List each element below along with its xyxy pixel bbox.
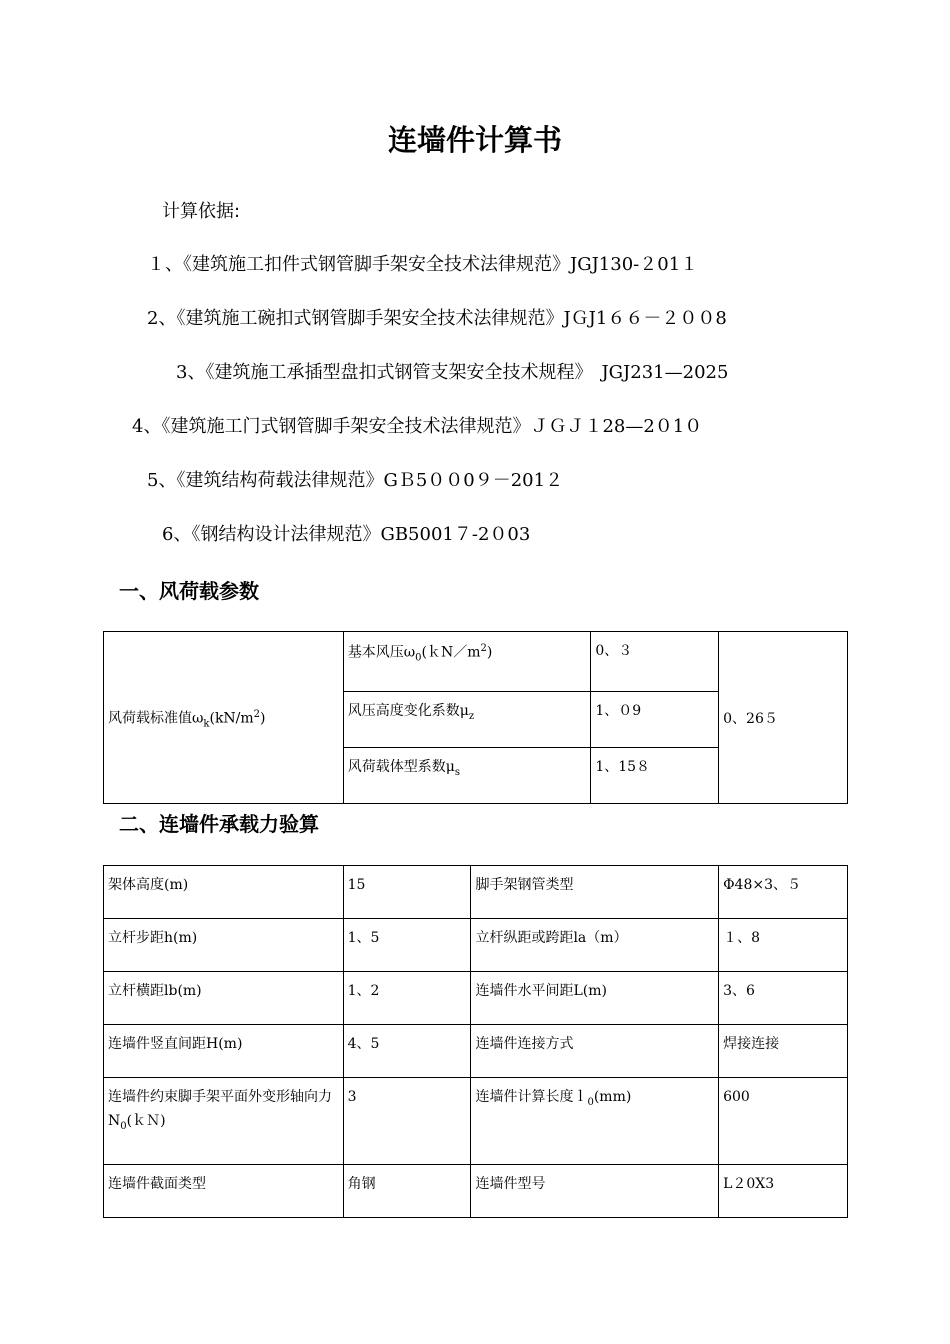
table-cell-value: １、8 <box>719 919 848 972</box>
table-cell-value: L２0X3 <box>719 1165 848 1218</box>
param-value-cell: 1、15８ <box>591 748 719 804</box>
reference-6: 6、《钢结构设计法律规范》GB5001７-2０03 <box>162 524 531 545</box>
table-cell-value: 1、5 <box>343 919 471 972</box>
table-cell-value: 1、2 <box>343 972 471 1025</box>
reference-1: １、《建筑施工扣件式钢管脚手架安全技术法律规范》JGJ130-２01１ <box>147 254 699 275</box>
table-cell-value: 4、5 <box>343 1025 471 1078</box>
table-cell-value: Φ48×3、５ <box>719 866 848 919</box>
table-cell-label: 脚手架钢管类型 <box>471 866 719 919</box>
param-name-cell: 风压高度变化系数$\mu_z$ <box>343 692 591 748</box>
reference-5: 5、《建筑结构荷载法律规范》GＢ5００0９－201２ <box>147 470 564 491</box>
reference-4: 4、《建筑施工门式钢管脚手架安全技术法律规范》ＪＧＪ１28—2０1０ <box>132 416 703 437</box>
table-cell-label: 连墙件截面类型 <box>104 1165 344 1218</box>
wall-tie-table <box>103 865 848 1218</box>
table-cell-value: 15 <box>343 866 471 919</box>
basis-label: 计算依据: <box>162 201 241 222</box>
table-cell-label: 连墙件水平间距L(m) <box>471 972 719 1025</box>
wind-standard-label-cell: 风荷载标准值$\omega_k(kN/m^2)$ <box>104 632 344 804</box>
table-cell-value: 焊接连接 <box>719 1025 848 1078</box>
param-name-cell: 风荷载体型系数$\mu_s$ <box>343 748 591 804</box>
table-cell-label: 连墙件约束脚手架平面外变形轴向力$N_0(kN)$ <box>104 1078 344 1165</box>
table-cell-value: 3 <box>343 1078 471 1165</box>
reference-2: 2、《建筑施工碗扣式钢管脚手架安全技术法律规范》JＧJ1６６－２００8 <box>147 308 727 329</box>
table-cell-label: 立杆步距h(m) <box>104 919 344 972</box>
table-cell-value: 600 <box>719 1078 848 1165</box>
wind-load-table <box>103 631 848 804</box>
reference-3: 3、《建筑施工承插型盘扣式钢管支架安全技术规程》 JGJ231—2025 <box>176 362 729 383</box>
wind-standard-result: 0、26５ <box>719 632 848 804</box>
wind-standard-label: 风荷载标准值 <box>108 710 192 727</box>
table-cell-label: 连墙件竖直间距H(m) <box>104 1025 344 1078</box>
table-cell-label: 架体高度(m) <box>104 866 344 919</box>
table-cell-label: 立杆纵距或跨距la（m） <box>471 919 719 972</box>
table-cell-label: 连墙件型号 <box>471 1165 719 1218</box>
param-name-cell: 基本风压$\omega_0(kN/m^2)$ <box>343 632 591 692</box>
table-cell-value: 3、6 <box>719 972 848 1025</box>
section-heading-wind-load: 一、风荷载参数 <box>119 579 259 603</box>
param-value-cell: 0、３ <box>591 632 719 692</box>
table-cell-label: 连墙件连接方式 <box>471 1025 719 1078</box>
document-title: 连墙件计算书 <box>387 123 562 157</box>
section-heading-bearing-capacity: 二、连墙件承载力验算 <box>119 812 319 836</box>
table-cell-value: 角钢 <box>343 1165 471 1218</box>
table-cell-label: 立杆横距lb(m) <box>104 972 344 1025</box>
param-value-cell: 1、０9 <box>591 692 719 748</box>
table-cell-label: 连墙件计算长度ｌ$_0$(mm) <box>471 1078 719 1165</box>
